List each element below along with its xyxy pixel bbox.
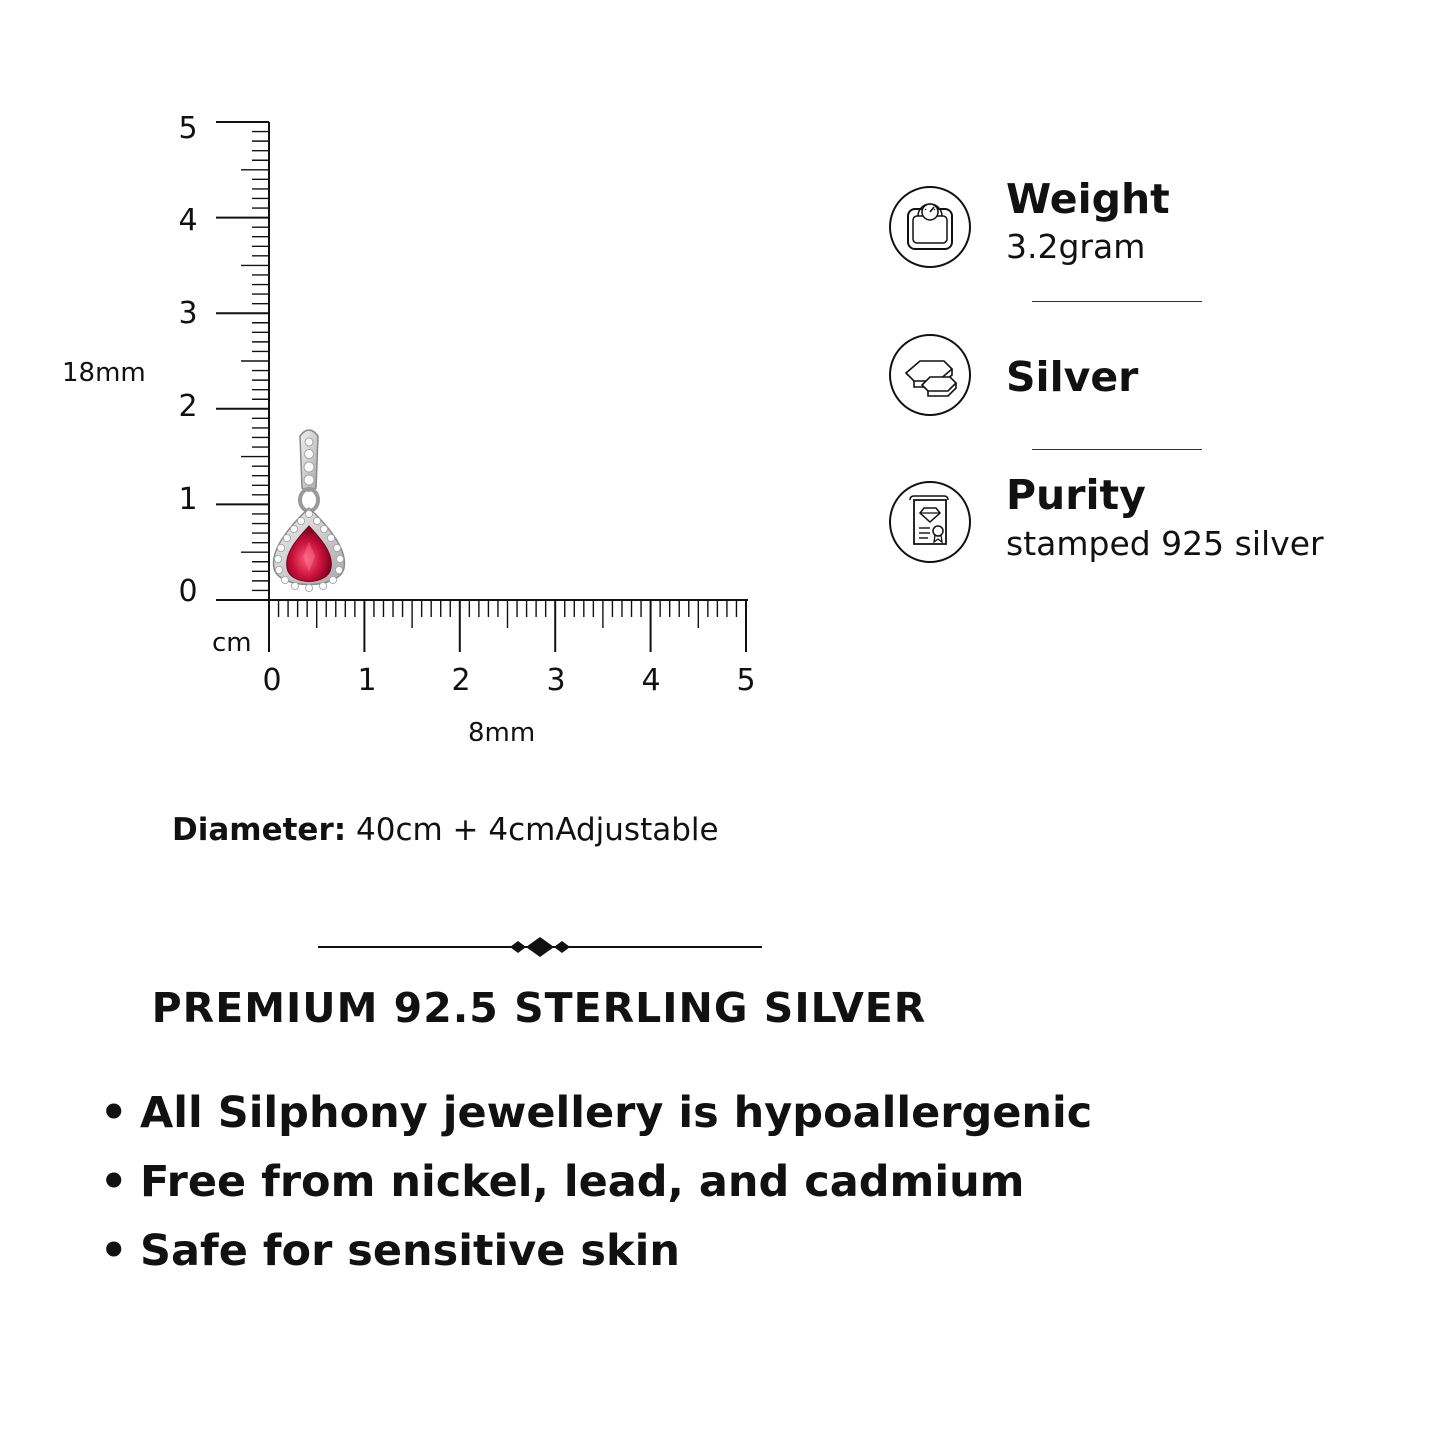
- h-tick-label-0: 0: [262, 663, 282, 698]
- horizontal-tick-labels: [262, 663, 755, 698]
- spec-title: Weight: [1006, 175, 1170, 223]
- v-tick-label-1: 1: [178, 482, 198, 517]
- weighing-scale-icon: [888, 185, 972, 269]
- list-item: [100, 1224, 1092, 1293]
- h-tick-label-3: 3: [546, 663, 566, 698]
- bullet-icon: •: [100, 1226, 128, 1276]
- diameter-value: 40cm + 4cmAdjustable: [346, 812, 719, 848]
- ornament-divider: [318, 932, 762, 962]
- halo-stone: [313, 517, 320, 524]
- spec-title: Silver: [1006, 353, 1139, 401]
- feature-text: All Silphony jewellery is hypoallergenic: [140, 1088, 1093, 1138]
- halo-stone: [290, 525, 297, 532]
- halo-stone: [274, 555, 281, 562]
- feature-list: [100, 1086, 1092, 1293]
- silver-bars-icon: [888, 333, 972, 417]
- halo-stone: [335, 566, 342, 573]
- halo-stone: [297, 517, 304, 524]
- v-tick-label-2: 2: [178, 389, 198, 424]
- h-tick-label-5: 5: [736, 663, 756, 698]
- halo-stone: [329, 576, 336, 583]
- spec-divider: [1032, 449, 1202, 450]
- halo-stone: [277, 544, 284, 551]
- feature-text: Free from nickel, lead, and cadmium: [140, 1157, 1025, 1207]
- spec-value: stamped 925 silver: [1006, 524, 1324, 563]
- v-tick-label-4: 4: [178, 203, 198, 238]
- pendant-image: [274, 430, 345, 592]
- horizontal-ruler: [216, 600, 748, 652]
- bullet-icon: •: [100, 1088, 128, 1138]
- list-item: [100, 1155, 1092, 1224]
- height-measurement: 18mm: [62, 358, 146, 388]
- halo-stone: [281, 576, 288, 583]
- halo-stone: [283, 534, 290, 541]
- bullet-icon: •: [100, 1157, 128, 1207]
- diameter-label: Diameter:: [172, 812, 347, 848]
- halo-stone: [320, 525, 327, 532]
- unit-label: cm: [212, 628, 252, 658]
- vertical-tick-labels: [178, 111, 197, 609]
- halo-stone: [327, 534, 334, 541]
- halo-stone: [305, 584, 312, 591]
- section-title: PREMIUM 92.5 STERLING SILVER: [151, 984, 927, 1032]
- list-item: [100, 1086, 1092, 1155]
- halo-stone: [291, 582, 298, 589]
- h-tick-label-2: 2: [451, 663, 471, 698]
- spec-value: 3.2gram: [1006, 227, 1146, 266]
- halo-stone: [275, 566, 282, 573]
- halo-stone: [336, 555, 343, 562]
- feature-text: Safe for sensitive skin: [140, 1226, 680, 1276]
- spec-title: Purity: [1006, 471, 1146, 519]
- certificate-icon: [888, 480, 972, 564]
- h-tick-label-4: 4: [641, 663, 661, 698]
- halo-stone: [333, 544, 340, 551]
- vertical-ruler: [216, 122, 269, 600]
- v-tick-label-3: 3: [178, 296, 198, 331]
- diameter-info: [172, 812, 719, 848]
- width-measurement: 8mm: [468, 718, 536, 748]
- spec-divider: [1032, 301, 1202, 302]
- size-ruler: [0, 0, 800, 780]
- halo-stone: [319, 582, 326, 589]
- v-tick-label-5: 5: [178, 111, 198, 146]
- v-tick-label-0: 0: [178, 574, 198, 609]
- halo-stone: [305, 510, 312, 517]
- h-tick-label-1: 1: [357, 663, 377, 698]
